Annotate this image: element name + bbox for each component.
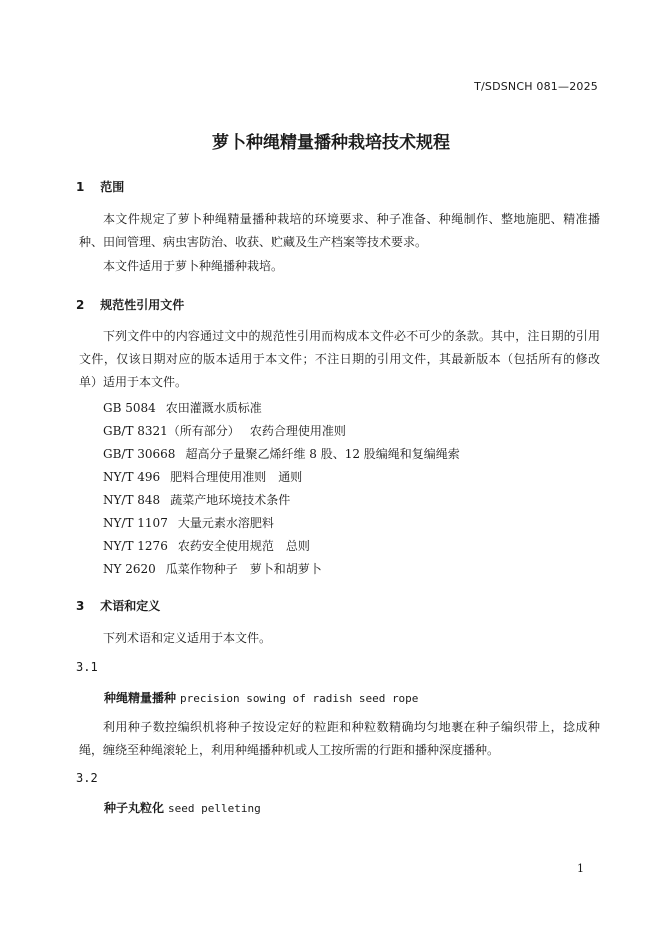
standard-number: T/SDSNCH 081—2025 [474, 80, 598, 93]
reference-code: GB/T 30668 [103, 447, 176, 461]
reference-name: 农田灌溉水质标准 [165, 401, 262, 415]
reference-item [103, 422, 346, 439]
reference-name: 大量元素水溶肥料 [177, 516, 274, 530]
reference-name: 超高分子量聚乙烯纤维 8 股、12 股编绳和复编绳索 [185, 447, 460, 461]
normative-intro: 下列文件中的内容通过文中的规范性引用而构成本文件必不可少的条款。其中，注日期的引用文件，仅该日期对应的版本适用于本文件；不注日期的引用文件，其最新版本（包括所有的修改单）适用于本文件。 [79, 329, 600, 389]
reference-code: NY/T 1276 [103, 539, 168, 553]
section-number: 1 [76, 180, 85, 194]
term-entry [104, 799, 261, 816]
section-title: 术语和定义 [100, 599, 161, 613]
term-english: precision sowing of radish seed rope [180, 692, 419, 705]
reference-code: NY 2620 [103, 562, 156, 576]
reference-item [103, 537, 310, 554]
section-heading-terms [76, 597, 160, 614]
term-number: 3.1 [76, 660, 98, 674]
reference-item [103, 399, 262, 416]
reference-code: GB 5084 [103, 401, 156, 415]
reference-code: NY/T 496 [103, 470, 161, 484]
reference-name: 农药合理使用准则 [249, 424, 346, 438]
reference-code: GB/T 8321（所有部分） [103, 424, 240, 438]
document-title: 萝卜种绳精量播种栽培技术规程 [212, 133, 450, 153]
section-title: 范围 [100, 180, 125, 194]
term-number: 3.2 [76, 771, 98, 785]
term-chinese: 种子丸粒化 [104, 801, 165, 815]
section-heading-scope [76, 178, 124, 195]
reference-code: NY/T 848 [103, 493, 161, 507]
page-number: 1 [577, 862, 584, 875]
term-entry [104, 689, 418, 706]
terms-intro: 下列术语和定义适用于本文件。 [103, 631, 272, 645]
section-number: 2 [76, 298, 85, 312]
reference-item [103, 468, 302, 485]
scope-paragraph-1: 本文件规定了萝卜种绳精量播种栽培的环境要求、种子准备、种绳制作、整地施肥、精准播种、田间管理、病虫害防治、收获、贮藏及生产档案等技术要求。 [79, 212, 600, 249]
reference-item [103, 445, 460, 462]
reference-name: 农药安全使用规范 总则 [177, 539, 310, 553]
section-title: 规范性引用文件 [100, 298, 185, 312]
section-heading-normative [76, 296, 184, 313]
scope-paragraph-2: 本文件适用于萝卜种绳播种栽培。 [103, 259, 284, 273]
reference-item [103, 514, 274, 531]
term-english: seed pelleting [168, 802, 261, 815]
term-chinese: 种绳精量播种 [104, 691, 177, 705]
reference-code: NY/T 1107 [103, 516, 168, 530]
reference-item [103, 560, 322, 577]
reference-name: 蔬菜产地环境技术条件 [170, 493, 291, 507]
reference-name: 肥料合理使用准则 通则 [170, 470, 303, 484]
reference-name: 瓜菜作物种子 萝卜和胡萝卜 [165, 562, 322, 576]
section-number: 3 [76, 599, 85, 613]
reference-item [103, 491, 290, 508]
term-definition: 利用种子数控编织机将种子按设定好的粒距和种粒数精确均匀地裹在种子编织带上，捻成种绳，缠绕至种绳滚轮上，利用种绳播种机或人工按所需的行距和播种深度播种。 [79, 720, 600, 757]
